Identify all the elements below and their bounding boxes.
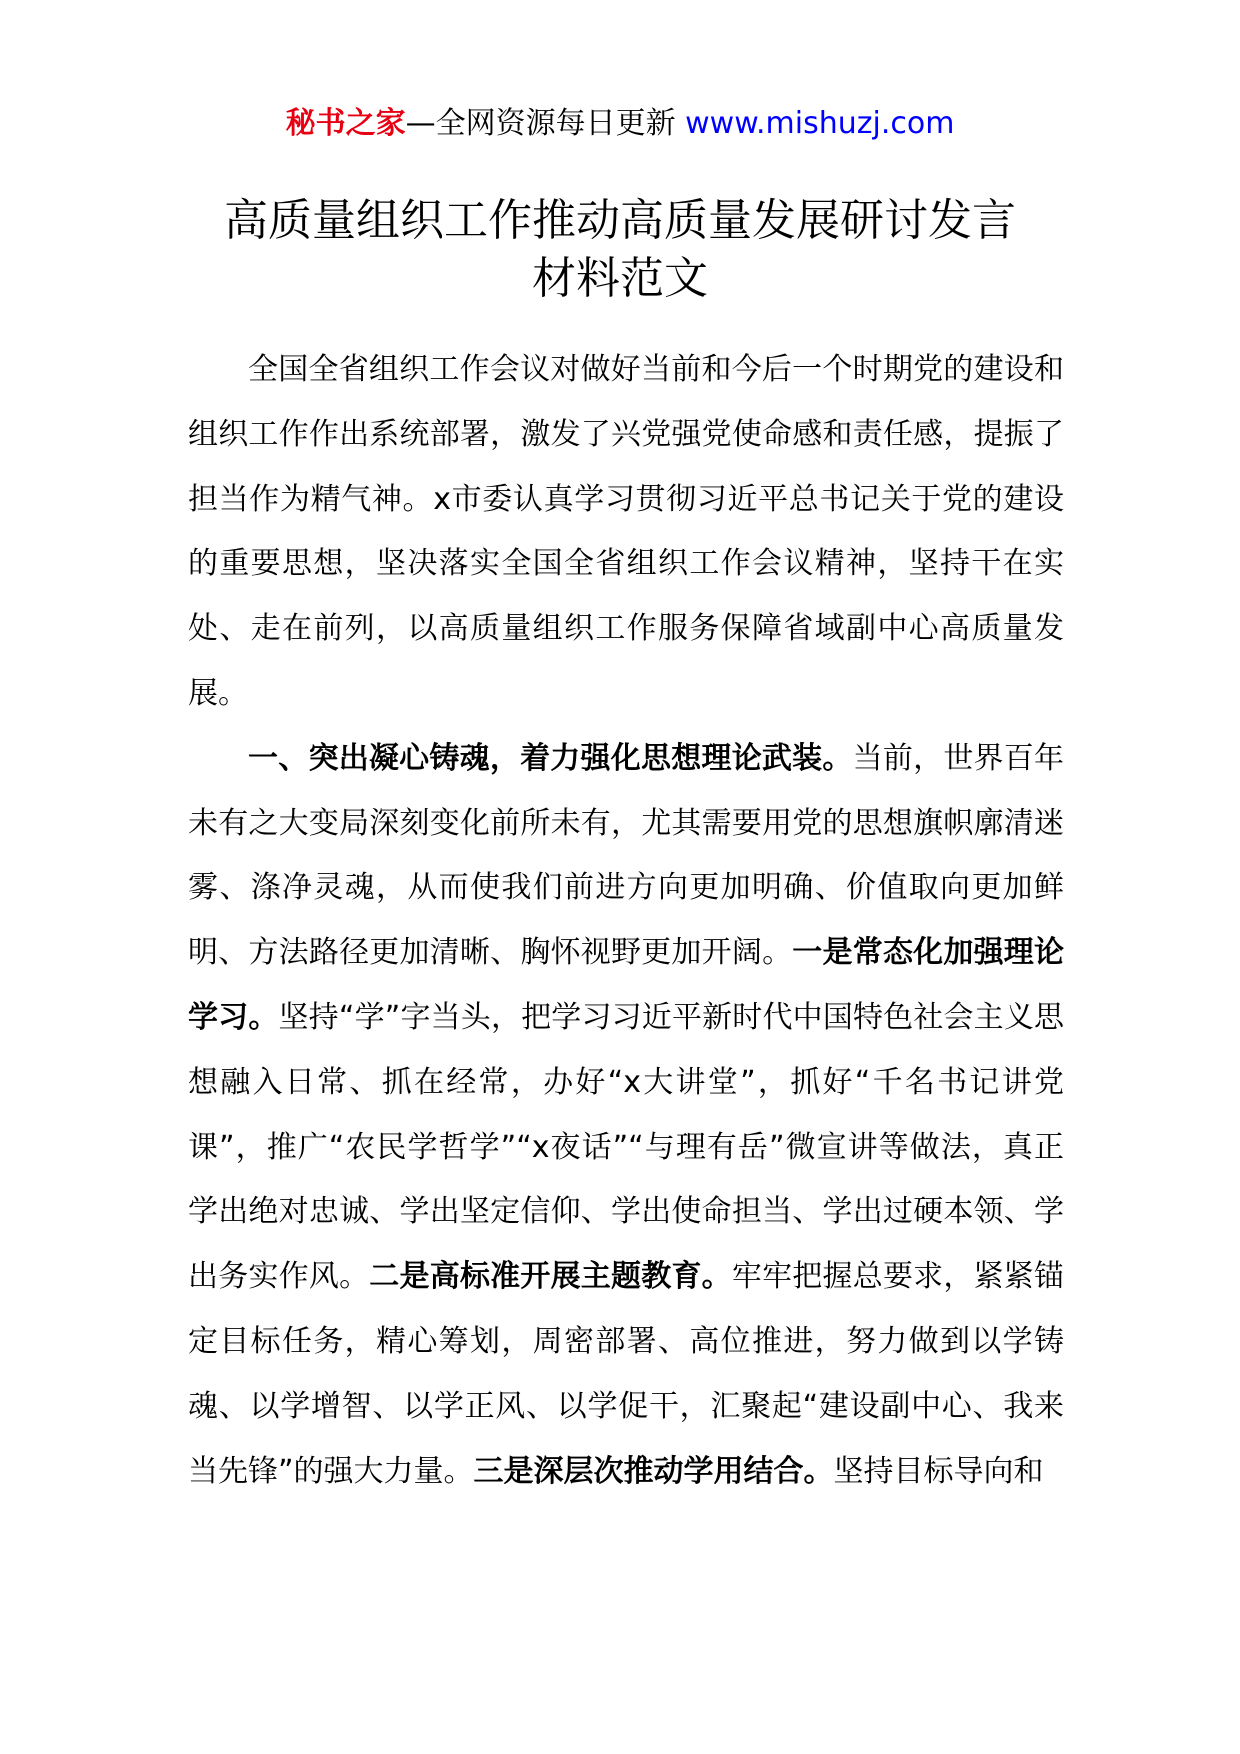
paragraph-text: 牢牢把握总要求，紧紧锚定目标任务，精心筹划，周密部署、高位推进，努力做到以学铸魂、以学增智、以学正风、以学促干，汇聚起“建设副中心、我来当先锋”的强大力量。 <box>188 1259 1065 1489</box>
paragraph-intro: 全国全省组织工作会议对做好当前和今后一个时期党的建设和组织工作作出系统部署，激发了兴党强党使命感和责任感，提振了担当作为精气神。x市委认真学习贯彻习近平总书记关于党的建设的重要思想，坚决落实全国全省组织工作会议精神，坚持干在实处、走在前列，以高质量组织工作服务保障省域副中心高质量发展。 <box>188 352 1064 711</box>
brand-name: 秘书之家 <box>285 106 406 141</box>
title-line-2: 材料范文 <box>532 253 708 304</box>
document-body <box>188 338 1064 1504</box>
paragraph-text: 坚持目标导向和 <box>833 1453 1044 1489</box>
paragraph-text: 坚持“学”字当头，把学习习近平新时代中国特色社会主义思想融入日常、抓在经常，办好“x大讲堂”，抓好“千名书记讲党课”，推广“农民学哲学”“x夜话”“与理有岳”微宣讲等做法，真正学出绝对忠诚、学出坚定信仰、学出使命担当、学出过硬本领、学出务实作风。 <box>188 999 1064 1295</box>
document-title <box>140 192 1100 308</box>
header-tagline: —全网资源每日更新 <box>405 106 686 141</box>
title-line-1: 高质量组织工作推动高质量发展研讨发言 <box>224 195 1016 246</box>
point-heading-3: 三是深层次推动学用结合。 <box>473 1453 834 1489</box>
section-heading: 一、突出凝心铸魂，着力强化思想理论武装。 <box>248 740 853 776</box>
page-header <box>0 104 1240 144</box>
site-url-link[interactable]: www.mishuzj.com <box>685 106 955 141</box>
paragraph-text: 当前，世界百年未有之大变局深刻变化前所未有，尤其需要用党的思想旗帜廓清迷雾、涤净灵魂，从而使我们前进方向更加明确、价值取向更加鲜明、方法路径更加清晰、胸怀视野更加开阔。 <box>188 740 1065 971</box>
point-heading-1: 一是常态化加强理论学习。 <box>188 935 1065 1035</box>
paragraph-section-1 <box>188 727 1064 1505</box>
point-heading-2: 二是高标准开展主题教育。 <box>369 1259 732 1295</box>
